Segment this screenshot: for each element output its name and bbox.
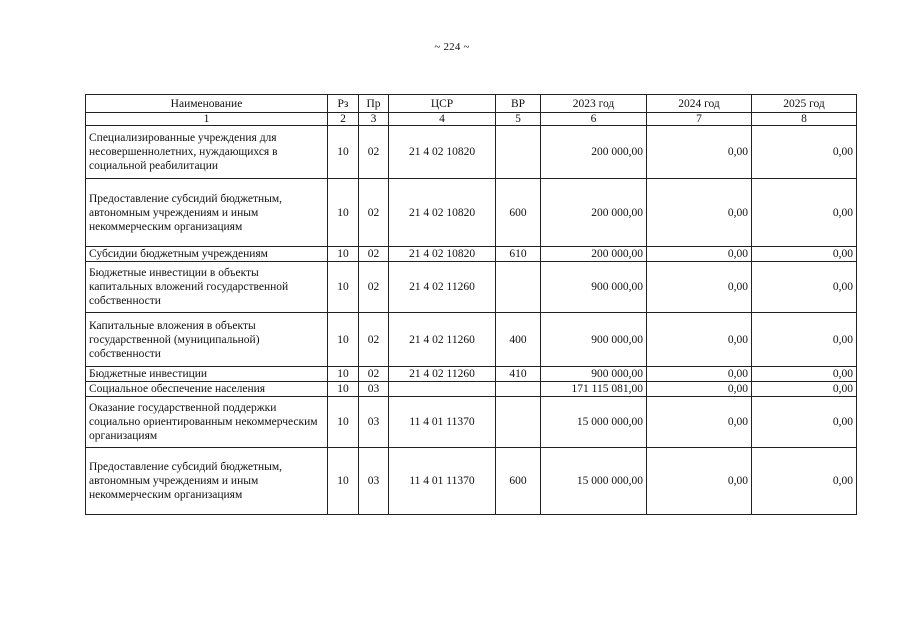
row-name: Специализированные учреждения для несовершеннолетних, нуждающихся в социальной реабилитации: [86, 126, 328, 179]
row-csr: 21 4 02 10820: [389, 179, 496, 247]
table-row: [86, 262, 857, 313]
header-vr: ВР: [496, 95, 541, 113]
row-vr: [496, 382, 541, 397]
row-rz: 10: [328, 313, 359, 367]
row-2023: 171 115 081,00: [541, 382, 647, 397]
row-pr: 02: [359, 313, 389, 367]
row-name: Оказание государственной поддержки социально ориентированным некоммерческим организациям: [86, 397, 328, 448]
row-csr: 11 4 01 11370: [389, 397, 496, 448]
row-2023: 900 000,00: [541, 262, 647, 313]
column-number: 8: [752, 113, 857, 126]
row-2024: 0,00: [647, 382, 752, 397]
row-2025: 0,00: [752, 448, 857, 515]
header-csr: ЦСР: [389, 95, 496, 113]
table-row: [86, 367, 857, 382]
row-pr: 03: [359, 448, 389, 515]
table-row: [86, 448, 857, 515]
row-rz: 10: [328, 448, 359, 515]
row-2023: 900 000,00: [541, 313, 647, 367]
row-2025: 0,00: [752, 397, 857, 448]
page-number: ~ 224 ~: [434, 41, 470, 53]
row-2023: 200 000,00: [541, 126, 647, 179]
row-2023: 15 000 000,00: [541, 448, 647, 515]
row-2024: 0,00: [647, 262, 752, 313]
header-pr: Пр: [359, 95, 389, 113]
row-name: Предоставление субсидий бюджетным, автономным учреждениям и иным некоммерческим организациям: [86, 448, 328, 515]
row-vr: [496, 126, 541, 179]
row-csr: 21 4 02 10820: [389, 126, 496, 179]
row-2024: 0,00: [647, 367, 752, 382]
row-2025: 0,00: [752, 313, 857, 367]
row-2024: 0,00: [647, 397, 752, 448]
row-vr: 410: [496, 367, 541, 382]
column-number: 3: [359, 113, 389, 126]
row-2024: 0,00: [647, 126, 752, 179]
row-2023: 200 000,00: [541, 179, 647, 247]
header-rz: Рз: [328, 95, 359, 113]
row-2024: 0,00: [647, 313, 752, 367]
row-2024: 0,00: [647, 448, 752, 515]
row-2025: 0,00: [752, 247, 857, 262]
row-pr: 03: [359, 397, 389, 448]
header-name: Наименование: [86, 95, 328, 113]
column-number: 4: [389, 113, 496, 126]
row-pr: 02: [359, 247, 389, 262]
header-row: [86, 95, 857, 113]
table-body: [86, 126, 857, 515]
header-2023: 2023 год: [541, 95, 647, 113]
column-number-row: [86, 113, 857, 126]
row-name: Социальное обеспечение населения: [86, 382, 328, 397]
row-2025: 0,00: [752, 126, 857, 179]
row-csr: 21 4 02 10820: [389, 247, 496, 262]
row-2025: 0,00: [752, 367, 857, 382]
row-pr: 02: [359, 262, 389, 313]
table-row: [86, 247, 857, 262]
column-number: 6: [541, 113, 647, 126]
row-2025: 0,00: [752, 382, 857, 397]
row-csr: 21 4 02 11260: [389, 262, 496, 313]
row-pr: 03: [359, 382, 389, 397]
table-row: [86, 126, 857, 179]
column-number: 2: [328, 113, 359, 126]
table-row: [86, 179, 857, 247]
row-csr: 21 4 02 11260: [389, 367, 496, 382]
row-vr: 600: [496, 179, 541, 247]
row-vr: [496, 262, 541, 313]
header-2025: 2025 год: [752, 95, 857, 113]
table-row: [86, 313, 857, 367]
row-csr: 11 4 01 11370: [389, 448, 496, 515]
row-2023: 15 000 000,00: [541, 397, 647, 448]
row-rz: 10: [328, 247, 359, 262]
row-name: Капитальные вложения в объекты государственной (муниципальной) собственности: [86, 313, 328, 367]
table-row: [86, 397, 857, 448]
row-pr: 02: [359, 367, 389, 382]
column-number: 5: [496, 113, 541, 126]
row-name: Бюджетные инвестиции: [86, 367, 328, 382]
row-name: Субсидии бюджетным учреждениям: [86, 247, 328, 262]
row-rz: 10: [328, 382, 359, 397]
column-number: 1: [86, 113, 328, 126]
row-rz: 10: [328, 397, 359, 448]
row-2023: 900 000,00: [541, 367, 647, 382]
row-rz: 10: [328, 367, 359, 382]
column-number: 7: [647, 113, 752, 126]
row-pr: 02: [359, 126, 389, 179]
row-2024: 0,00: [647, 179, 752, 247]
row-vr: 400: [496, 313, 541, 367]
row-vr: [496, 397, 541, 448]
row-2025: 0,00: [752, 179, 857, 247]
table-row: [86, 382, 857, 397]
row-csr: 21 4 02 11260: [389, 313, 496, 367]
row-name: Предоставление субсидий бюджетным, автономным учреждениям и иным некоммерческим организациям: [86, 179, 328, 247]
row-2024: 0,00: [647, 247, 752, 262]
row-rz: 10: [328, 179, 359, 247]
row-2023: 200 000,00: [541, 247, 647, 262]
row-pr: 02: [359, 179, 389, 247]
row-2025: 0,00: [752, 262, 857, 313]
budget-table: [85, 94, 857, 515]
row-rz: 10: [328, 126, 359, 179]
header-2024: 2024 год: [647, 95, 752, 113]
row-vr: 610: [496, 247, 541, 262]
row-rz: 10: [328, 262, 359, 313]
row-vr: 600: [496, 448, 541, 515]
row-csr: [389, 382, 496, 397]
row-name: Бюджетные инвестиции в объекты капитальных вложений государственной собственности: [86, 262, 328, 313]
